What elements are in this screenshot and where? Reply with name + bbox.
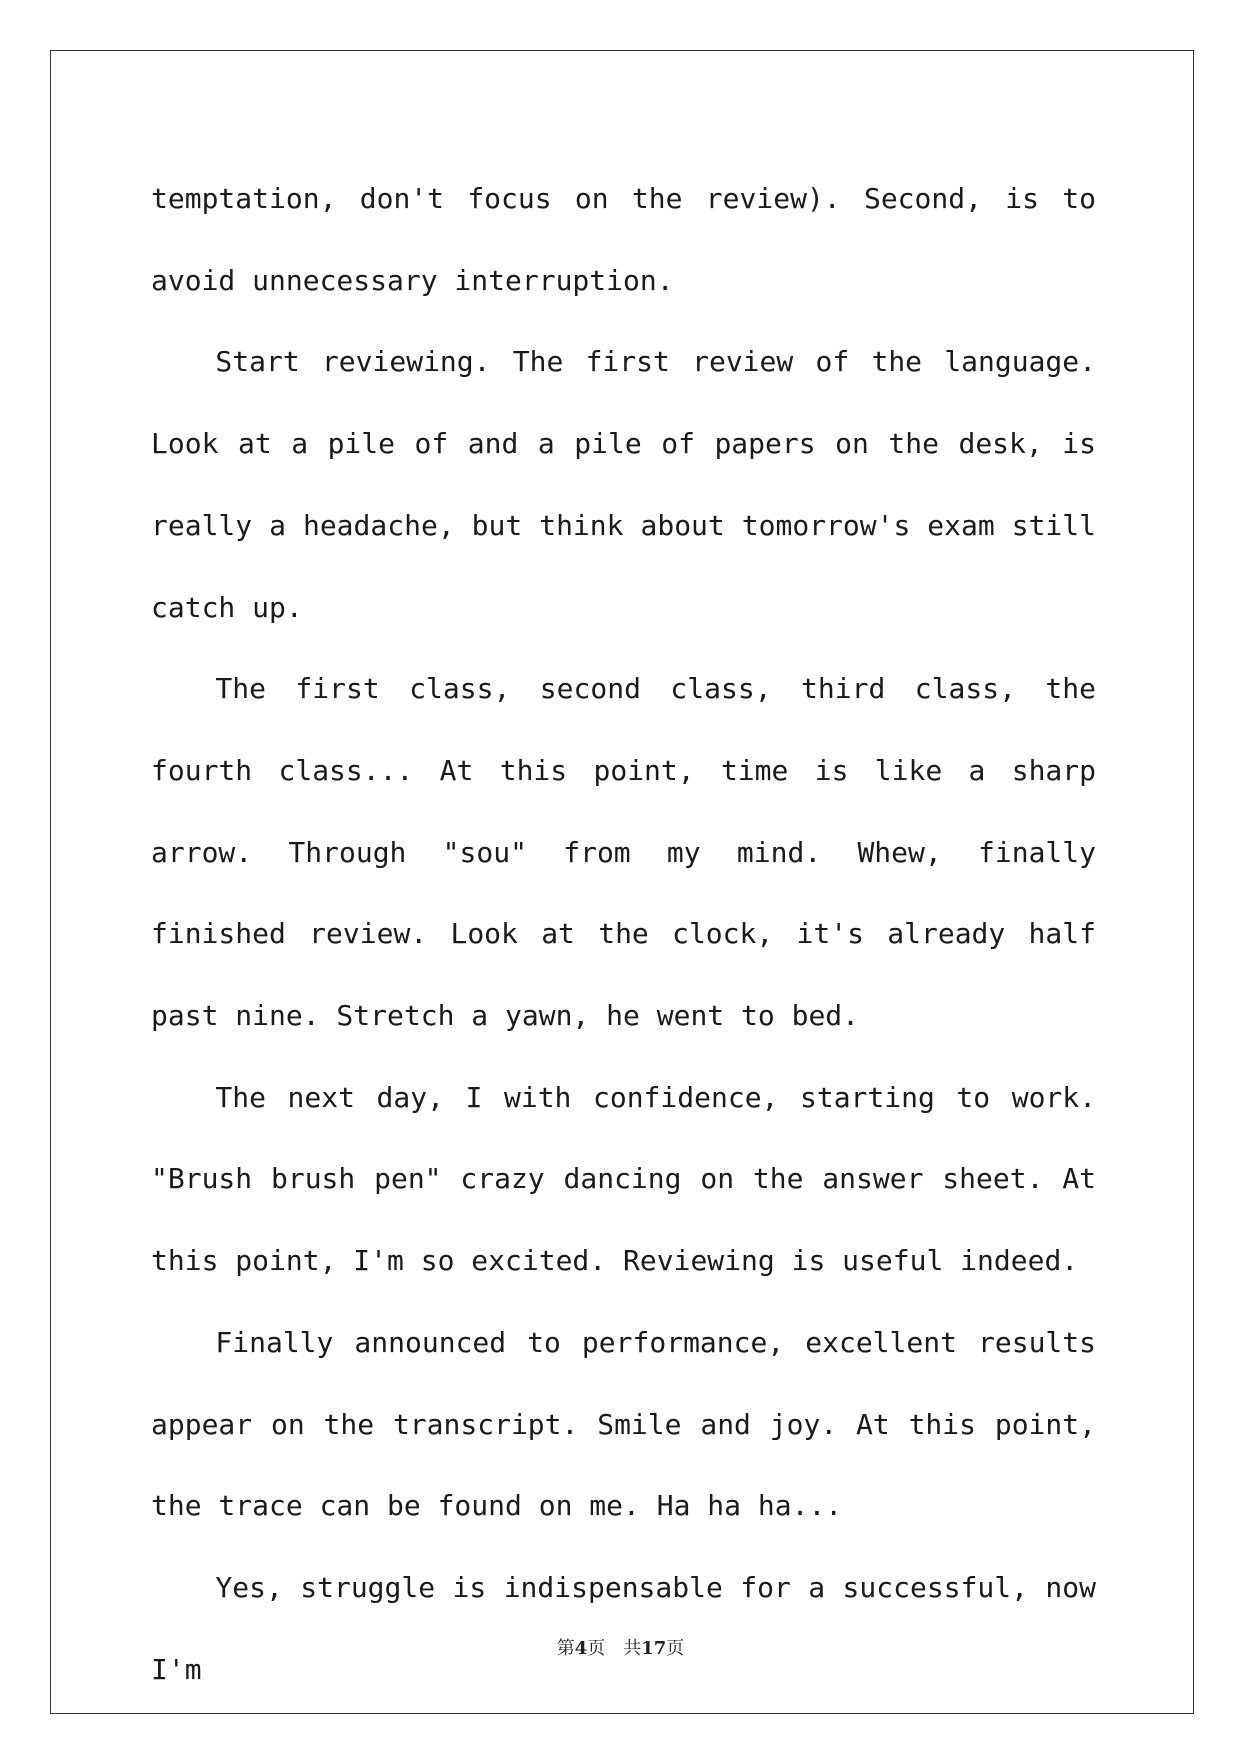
paragraph-3: The first class, second class, third class, the fourth class... At this point, time is like a sharp arrow. Through "sou" from my mind. Whew, finally finished review. Look at the clock, it's already half past nine. Stretch a yawn, he went to bed.: [151, 672, 1096, 1033]
total-suffix: 页: [666, 1638, 685, 1659]
page-prefix: 第: [556, 1638, 575, 1659]
paragraph-4: The next day, I with confidence, starting to work. "Brush brush pen" crazy dancing on the answer sheet. At this point, I'm so excited. Reviewing is useful indeed.: [151, 1080, 1096, 1278]
total-prefix: 共: [623, 1638, 642, 1659]
paragraph-1: temptation, don't focus on the review). Second, is to avoid unnecessary interruption.: [151, 182, 1096, 297]
paragraph-6: Yes, struggle is indispensable for a successful, now I'm: [151, 1570, 1096, 1686]
page-number: 4: [574, 1638, 588, 1659]
paragraph-5: Finally announced to performance, excellent results appear on the transcript. Smile and joy. At this point, the trace can be found on me. Ha ha ha...: [151, 1325, 1096, 1523]
page-suffix: 页: [587, 1638, 606, 1659]
paragraph-2: Start reviewing. The first review of the language. Look at a pile of and a pile of papers on the desk, is really a headache, but think about tomorrow's exam still catch up.: [151, 345, 1096, 624]
total-pages: 17: [641, 1638, 667, 1659]
page-footer: [0, 1634, 1241, 1660]
document-body: [151, 158, 1096, 1710]
